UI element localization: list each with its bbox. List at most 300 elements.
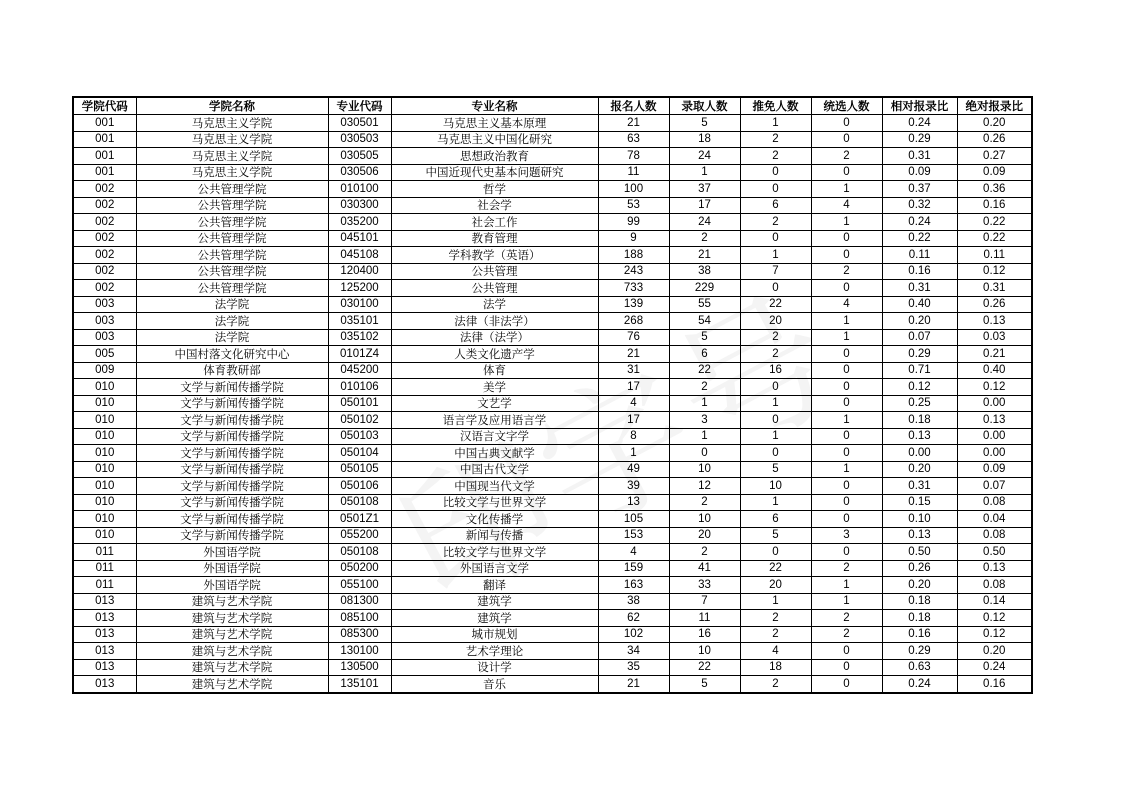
cell-major-code: 030503 (328, 131, 391, 148)
cell-unified: 0 (811, 494, 882, 511)
cell-college-name: 马克思主义学院 (136, 148, 328, 165)
cell-admitted: 11 (669, 610, 740, 627)
col-major-name-header: 专业名称 (391, 97, 598, 115)
cell-unified: 1 (811, 313, 882, 330)
cell-unified: 0 (811, 659, 882, 676)
cell-major-name: 比较文学与世界文学 (391, 494, 598, 511)
cell-major-name: 城市规划 (391, 626, 598, 643)
cell-applicants: 63 (598, 131, 669, 148)
cell-major-name: 新闻与传播 (391, 527, 598, 544)
cell-relative-ratio: 0.32 (882, 197, 957, 214)
cell-recommended: 10 (740, 478, 811, 495)
cell-relative-ratio: 0.26 (882, 560, 957, 577)
cell-major-name: 中国现当代文学 (391, 478, 598, 495)
cell-college-code: 009 (73, 362, 136, 379)
cell-major-code: 030505 (328, 148, 391, 165)
cell-relative-ratio: 0.07 (882, 329, 957, 346)
cell-major-code: 120400 (328, 263, 391, 280)
cell-unified: 0 (811, 230, 882, 247)
cell-recommended: 1 (740, 593, 811, 610)
table-row (73, 511, 1032, 528)
cell-recommended: 0 (740, 412, 811, 429)
cell-recommended: 2 (740, 346, 811, 363)
cell-applicants: 39 (598, 478, 669, 495)
table-row (73, 131, 1032, 148)
cell-recommended: 1 (740, 494, 811, 511)
cell-major-code: 050108 (328, 544, 391, 561)
cell-absolute-ratio: 0.08 (957, 577, 1032, 594)
cell-major-name: 人类文化遗产学 (391, 346, 598, 363)
cell-college-name: 外国语学院 (136, 544, 328, 561)
cell-major-code: 030100 (328, 296, 391, 313)
cell-college-code: 002 (73, 214, 136, 231)
cell-absolute-ratio: 0.16 (957, 197, 1032, 214)
cell-college-name: 建筑与艺术学院 (136, 676, 328, 693)
cell-admitted: 229 (669, 280, 740, 297)
cell-college-name: 文学与新闻传播学院 (136, 428, 328, 445)
cell-recommended: 6 (740, 511, 811, 528)
cell-major-code: 055100 (328, 577, 391, 594)
cell-applicants: 99 (598, 214, 669, 231)
cell-absolute-ratio: 0.20 (957, 643, 1032, 660)
cell-college-code: 002 (73, 197, 136, 214)
cell-recommended: 22 (740, 560, 811, 577)
cell-applicants: 243 (598, 263, 669, 280)
cell-college-name: 文学与新闻传播学院 (136, 395, 328, 412)
table-row (73, 346, 1032, 363)
cell-major-code: 130500 (328, 659, 391, 676)
cell-major-name: 翻译 (391, 577, 598, 594)
cell-recommended: 18 (740, 659, 811, 676)
cell-major-code: 045108 (328, 247, 391, 264)
cell-unified: 1 (811, 461, 882, 478)
cell-relative-ratio: 0.11 (882, 247, 957, 264)
cell-admitted: 38 (669, 263, 740, 280)
cell-relative-ratio: 0.18 (882, 593, 957, 610)
cell-college-name: 公共管理学院 (136, 197, 328, 214)
cell-college-name: 法学院 (136, 329, 328, 346)
table-row (73, 280, 1032, 297)
cell-college-name: 文学与新闻传播学院 (136, 478, 328, 495)
cell-absolute-ratio: 0.14 (957, 593, 1032, 610)
cell-recommended: 1 (740, 115, 811, 132)
cell-relative-ratio: 0.24 (882, 214, 957, 231)
cell-admitted: 55 (669, 296, 740, 313)
cell-absolute-ratio: 0.09 (957, 461, 1032, 478)
cell-college-code: 002 (73, 247, 136, 264)
cell-major-name: 体育 (391, 362, 598, 379)
cell-relative-ratio: 0.37 (882, 181, 957, 198)
cell-relative-ratio: 0.24 (882, 115, 957, 132)
cell-absolute-ratio: 0.31 (957, 280, 1032, 297)
cell-unified: 3 (811, 527, 882, 544)
cell-applicants: 733 (598, 280, 669, 297)
cell-college-code: 011 (73, 544, 136, 561)
cell-relative-ratio: 0.71 (882, 362, 957, 379)
cell-college-name: 公共管理学院 (136, 247, 328, 264)
cell-applicants: 76 (598, 329, 669, 346)
cell-major-code: 045101 (328, 230, 391, 247)
cell-recommended: 1 (740, 247, 811, 264)
cell-unified: 2 (811, 263, 882, 280)
cell-absolute-ratio: 0.50 (957, 544, 1032, 561)
cell-college-name: 文学与新闻传播学院 (136, 461, 328, 478)
table-row (73, 230, 1032, 247)
cell-college-code: 010 (73, 511, 136, 528)
cell-relative-ratio: 0.20 (882, 461, 957, 478)
header-row (73, 97, 1032, 115)
cell-applicants: 102 (598, 626, 669, 643)
cell-admitted: 10 (669, 643, 740, 660)
cell-absolute-ratio: 0.26 (957, 296, 1032, 313)
cell-admitted: 18 (669, 131, 740, 148)
cell-applicants: 21 (598, 676, 669, 693)
cell-admitted: 21 (669, 247, 740, 264)
cell-admitted: 22 (669, 362, 740, 379)
cell-major-code: 085300 (328, 626, 391, 643)
cell-college-name: 文学与新闻传播学院 (136, 412, 328, 429)
cell-major-name: 中国古典文献学 (391, 445, 598, 462)
cell-relative-ratio: 0.31 (882, 280, 957, 297)
cell-recommended: 2 (740, 626, 811, 643)
cell-major-name: 音乐 (391, 676, 598, 693)
cell-recommended: 22 (740, 296, 811, 313)
cell-major-code: 125200 (328, 280, 391, 297)
cell-unified: 0 (811, 164, 882, 181)
col-applicants-header: 报名人数 (598, 97, 669, 115)
cell-college-name: 公共管理学院 (136, 280, 328, 297)
cell-applicants: 31 (598, 362, 669, 379)
cell-recommended: 5 (740, 461, 811, 478)
table-row (73, 445, 1032, 462)
cell-applicants: 163 (598, 577, 669, 594)
cell-unified: 0 (811, 346, 882, 363)
cell-recommended: 0 (740, 379, 811, 396)
table-row (73, 329, 1032, 346)
cell-college-name: 马克思主义学院 (136, 115, 328, 132)
cell-major-name: 建筑学 (391, 593, 598, 610)
table-header (73, 97, 1032, 115)
cell-college-code: 010 (73, 478, 136, 495)
cell-major-code: 050103 (328, 428, 391, 445)
cell-college-name: 公共管理学院 (136, 263, 328, 280)
cell-major-code: 0501Z1 (328, 511, 391, 528)
cell-major-code: 030501 (328, 115, 391, 132)
cell-major-name: 中国古代文学 (391, 461, 598, 478)
cell-major-code: 035102 (328, 329, 391, 346)
cell-major-code: 085100 (328, 610, 391, 627)
cell-admitted: 20 (669, 527, 740, 544)
cell-relative-ratio: 0.29 (882, 346, 957, 363)
cell-admitted: 37 (669, 181, 740, 198)
cell-major-name: 中国近现代史基本问题研究 (391, 164, 598, 181)
cell-major-name: 教育管理 (391, 230, 598, 247)
cell-relative-ratio: 0.63 (882, 659, 957, 676)
cell-applicants: 21 (598, 346, 669, 363)
cell-college-code: 013 (73, 626, 136, 643)
cell-absolute-ratio: 0.13 (957, 560, 1032, 577)
col-admitted-header: 录取人数 (669, 97, 740, 115)
table-row (73, 164, 1032, 181)
table-row (73, 527, 1032, 544)
cell-major-name: 思想政治教育 (391, 148, 598, 165)
cell-college-code: 005 (73, 346, 136, 363)
cell-relative-ratio: 0.16 (882, 263, 957, 280)
cell-absolute-ratio: 0.12 (957, 626, 1032, 643)
cell-major-code: 045200 (328, 362, 391, 379)
col-major-code-header: 专业代码 (328, 97, 391, 115)
cell-major-name: 外国语言文学 (391, 560, 598, 577)
cell-applicants: 13 (598, 494, 669, 511)
cell-unified: 0 (811, 676, 882, 693)
cell-relative-ratio: 0.22 (882, 230, 957, 247)
cell-college-code: 011 (73, 560, 136, 577)
cell-absolute-ratio: 0.12 (957, 610, 1032, 627)
cell-applicants: 4 (598, 544, 669, 561)
col-college-name-header: 学院名称 (136, 97, 328, 115)
admission-ratio-table (72, 96, 1033, 694)
cell-college-code: 013 (73, 659, 136, 676)
cell-major-name: 法学 (391, 296, 598, 313)
cell-major-name: 美学 (391, 379, 598, 396)
cell-major-code: 050106 (328, 478, 391, 495)
cell-recommended: 1 (740, 395, 811, 412)
cell-unified: 0 (811, 115, 882, 132)
cell-major-name: 马克思主义基本原理 (391, 115, 598, 132)
cell-recommended: 5 (740, 527, 811, 544)
cell-relative-ratio: 0.20 (882, 313, 957, 330)
cell-relative-ratio: 0.40 (882, 296, 957, 313)
cell-major-code: 135101 (328, 676, 391, 693)
cell-applicants: 38 (598, 593, 669, 610)
cell-major-name: 汉语言文字学 (391, 428, 598, 445)
cell-college-code: 011 (73, 577, 136, 594)
cell-unified: 2 (811, 560, 882, 577)
cell-college-name: 法学院 (136, 313, 328, 330)
cell-major-name: 设计学 (391, 659, 598, 676)
cell-college-code: 001 (73, 115, 136, 132)
table-row (73, 428, 1032, 445)
cell-admitted: 22 (669, 659, 740, 676)
col-unified-header: 统选人数 (811, 97, 882, 115)
col-relative-ratio-header: 相对报录比 (882, 97, 957, 115)
cell-absolute-ratio: 0.26 (957, 131, 1032, 148)
cell-admitted: 7 (669, 593, 740, 610)
cell-major-code: 030300 (328, 197, 391, 214)
cell-admitted: 1 (669, 395, 740, 412)
cell-absolute-ratio: 0.07 (957, 478, 1032, 495)
cell-major-name: 社会工作 (391, 214, 598, 231)
cell-unified: 0 (811, 428, 882, 445)
cell-unified: 0 (811, 544, 882, 561)
cell-absolute-ratio: 0.08 (957, 494, 1032, 511)
cell-absolute-ratio: 0.21 (957, 346, 1032, 363)
cell-absolute-ratio: 0.12 (957, 263, 1032, 280)
cell-recommended: 2 (740, 329, 811, 346)
cell-college-name: 法学院 (136, 296, 328, 313)
col-absolute-ratio-header: 绝对报录比 (957, 97, 1032, 115)
cell-major-name: 法律（非法学） (391, 313, 598, 330)
cell-admitted: 33 (669, 577, 740, 594)
cell-major-code: 055200 (328, 527, 391, 544)
cell-recommended: 2 (740, 131, 811, 148)
cell-college-code: 013 (73, 643, 136, 660)
cell-unified: 2 (811, 626, 882, 643)
cell-college-code: 001 (73, 131, 136, 148)
table-row (73, 313, 1032, 330)
cell-admitted: 0 (669, 445, 740, 462)
cell-unified: 0 (811, 131, 882, 148)
cell-unified: 2 (811, 148, 882, 165)
cell-absolute-ratio: 0.00 (957, 445, 1032, 462)
cell-applicants: 21 (598, 115, 669, 132)
cell-admitted: 2 (669, 544, 740, 561)
cell-unified: 4 (811, 296, 882, 313)
table-row (73, 560, 1032, 577)
cell-absolute-ratio: 0.00 (957, 395, 1032, 412)
cell-college-code: 002 (73, 263, 136, 280)
cell-applicants: 100 (598, 181, 669, 198)
table-row (73, 214, 1032, 231)
cell-unified: 1 (811, 577, 882, 594)
cell-applicants: 62 (598, 610, 669, 627)
cell-relative-ratio: 0.13 (882, 527, 957, 544)
cell-college-code: 010 (73, 412, 136, 429)
cell-absolute-ratio: 0.13 (957, 412, 1032, 429)
cell-major-code: 0101Z4 (328, 346, 391, 363)
table-row (73, 412, 1032, 429)
table-row (73, 197, 1032, 214)
cell-college-code: 013 (73, 676, 136, 693)
cell-recommended: 0 (740, 164, 811, 181)
cell-college-code: 010 (73, 428, 136, 445)
cell-relative-ratio: 0.12 (882, 379, 957, 396)
cell-unified: 0 (811, 395, 882, 412)
cell-unified: 0 (811, 643, 882, 660)
cell-recommended: 6 (740, 197, 811, 214)
cell-college-name: 公共管理学院 (136, 230, 328, 247)
cell-applicants: 78 (598, 148, 669, 165)
cell-absolute-ratio: 0.00 (957, 428, 1032, 445)
table-row (73, 362, 1032, 379)
cell-recommended: 1 (740, 428, 811, 445)
cell-major-code: 130100 (328, 643, 391, 660)
cell-unified: 0 (811, 478, 882, 495)
cell-recommended: 7 (740, 263, 811, 280)
table-row (73, 676, 1032, 693)
cell-relative-ratio: 0.16 (882, 626, 957, 643)
table-row (73, 494, 1032, 511)
cell-unified: 0 (811, 379, 882, 396)
cell-applicants: 159 (598, 560, 669, 577)
cell-absolute-ratio: 0.27 (957, 148, 1032, 165)
cell-college-code: 013 (73, 610, 136, 627)
cell-admitted: 2 (669, 230, 740, 247)
cell-college-name: 建筑与艺术学院 (136, 610, 328, 627)
table-row (73, 610, 1032, 627)
cell-major-code: 050200 (328, 560, 391, 577)
cell-college-name: 外国语学院 (136, 577, 328, 594)
cell-recommended: 16 (740, 362, 811, 379)
cell-applicants: 8 (598, 428, 669, 445)
cell-admitted: 5 (669, 329, 740, 346)
cell-unified: 1 (811, 181, 882, 198)
cell-college-name: 建筑与艺术学院 (136, 643, 328, 660)
cell-recommended: 0 (740, 230, 811, 247)
table-row (73, 263, 1032, 280)
cell-unified: 0 (811, 280, 882, 297)
cell-absolute-ratio: 0.22 (957, 214, 1032, 231)
cell-unified: 0 (811, 445, 882, 462)
cell-major-name: 学科教学（英语） (391, 247, 598, 264)
cell-admitted: 17 (669, 197, 740, 214)
cell-recommended: 0 (740, 445, 811, 462)
cell-unified: 4 (811, 197, 882, 214)
cell-college-name: 文学与新闻传播学院 (136, 445, 328, 462)
cell-college-name: 外国语学院 (136, 560, 328, 577)
cell-unified: 2 (811, 610, 882, 627)
table-row (73, 296, 1032, 313)
cell-college-code: 002 (73, 280, 136, 297)
cell-major-name: 法律（法学） (391, 329, 598, 346)
cell-unified: 0 (811, 247, 882, 264)
cell-relative-ratio: 0.25 (882, 395, 957, 412)
cell-admitted: 16 (669, 626, 740, 643)
cell-college-code: 001 (73, 164, 136, 181)
cell-major-name: 社会学 (391, 197, 598, 214)
cell-relative-ratio: 0.00 (882, 445, 957, 462)
table-row (73, 247, 1032, 264)
cell-major-code: 035101 (328, 313, 391, 330)
cell-applicants: 1 (598, 445, 669, 462)
cell-absolute-ratio: 0.03 (957, 329, 1032, 346)
cell-relative-ratio: 0.20 (882, 577, 957, 594)
cell-college-code: 010 (73, 445, 136, 462)
cell-major-name: 文化传播学 (391, 511, 598, 528)
cell-college-name: 中国村落文化研究中心 (136, 346, 328, 363)
cell-relative-ratio: 0.29 (882, 643, 957, 660)
cell-college-name: 建筑与艺术学院 (136, 659, 328, 676)
cell-applicants: 188 (598, 247, 669, 264)
cell-major-name: 哲学 (391, 181, 598, 198)
cell-absolute-ratio: 0.12 (957, 379, 1032, 396)
cell-recommended: 2 (740, 148, 811, 165)
table-row (73, 593, 1032, 610)
table-row (73, 643, 1032, 660)
cell-college-name: 马克思主义学院 (136, 131, 328, 148)
cell-recommended: 2 (740, 676, 811, 693)
cell-college-name: 公共管理学院 (136, 181, 328, 198)
cell-absolute-ratio: 0.36 (957, 181, 1032, 198)
table-row (73, 181, 1032, 198)
cell-major-name: 马克思主义中国化研究 (391, 131, 598, 148)
table-row (73, 577, 1032, 594)
cell-admitted: 5 (669, 115, 740, 132)
cell-major-code: 050101 (328, 395, 391, 412)
cell-relative-ratio: 0.18 (882, 412, 957, 429)
cell-applicants: 268 (598, 313, 669, 330)
table-row (73, 626, 1032, 643)
cell-college-code: 002 (73, 230, 136, 247)
cell-college-code: 010 (73, 527, 136, 544)
cell-admitted: 2 (669, 494, 740, 511)
cell-college-name: 马克思主义学院 (136, 164, 328, 181)
cell-admitted: 12 (669, 478, 740, 495)
cell-absolute-ratio: 0.13 (957, 313, 1032, 330)
cell-applicants: 49 (598, 461, 669, 478)
table-row (73, 379, 1032, 396)
cell-college-code: 010 (73, 379, 136, 396)
